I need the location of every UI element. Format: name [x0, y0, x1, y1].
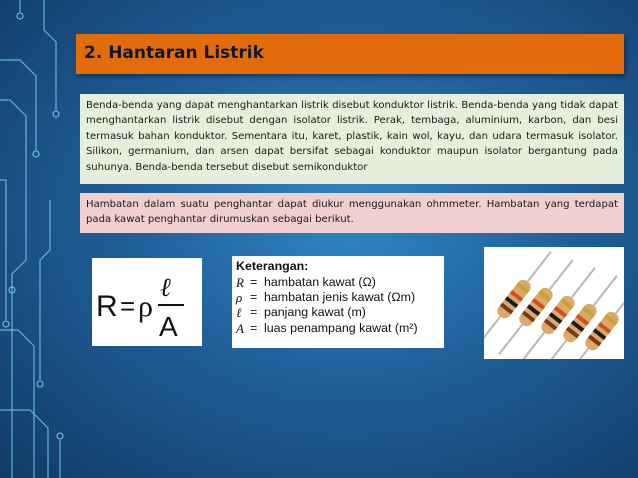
keterangan-symbol: R	[236, 275, 244, 290]
keterangan-row	[236, 275, 440, 290]
keterangan-row	[236, 305, 440, 320]
formula-numerator: ℓ	[160, 273, 171, 303]
keterangan-equals: =	[250, 290, 258, 305]
keterangan-symbol: ρ	[236, 290, 243, 306]
definition-paragraph: Benda-benda yang dapat menghantarkan listrik disebut konduktor listrik. Benda-benda yang tidak dapat menghantarkan listrik disebut dengan isolator listrik. Perak, tembaga, aluminium, karbon, dan besi termasuk bahan konduktor. Sementara itu, karet, plastik, kain wol, kayu, dan udara termasuk isolator. Silikon, germanium, dan arsen dapat bersifat sebagai konduktor maupun isolator bergantung pada suhunya. Benda-benda tersebut disebut semikonduktor	[80, 94, 624, 184]
keterangan-equals: =	[250, 275, 258, 289]
title-bar	[76, 34, 624, 74]
formula-denominator: A	[159, 311, 178, 342]
keterangan-row	[236, 290, 440, 305]
keterangan-title: Keterangan:	[236, 259, 309, 273]
page-title: 2. Hantaran Listrik	[84, 43, 264, 63]
keterangan-row	[236, 321, 440, 336]
keterangan-equals: =	[250, 320, 258, 335]
keterangan-box	[232, 256, 444, 348]
resistance-formula	[92, 258, 202, 346]
resistor-photo	[484, 247, 624, 359]
keterangan-symbol: ℓ	[236, 305, 242, 321]
formula-equals: =	[120, 291, 136, 321]
resistance-paragraph: Hambatan dalam suatu penghantar dapat diukur menggunakan ohmmeter. Hambatan yang terdapat pada kawat penghantar dirumuskan sebagai berikut.	[80, 193, 624, 233]
keterangan-equals: =	[250, 305, 258, 320]
keterangan-symbol: A	[236, 320, 244, 336]
resistor-illustration	[484, 247, 624, 359]
formula-rho: ρ	[138, 290, 153, 323]
formula-graphic	[92, 258, 202, 346]
keterangan-desc: luas penampang kawat (m²)	[264, 320, 418, 335]
keterangan-desc: hambatan jenis kawat (Ωm)	[264, 290, 416, 305]
keterangan-desc: panjang kawat (m)	[264, 305, 366, 320]
keterangan-desc: hambatan kawat (Ω)	[264, 275, 376, 289]
formula-lhs: R	[96, 290, 118, 323]
